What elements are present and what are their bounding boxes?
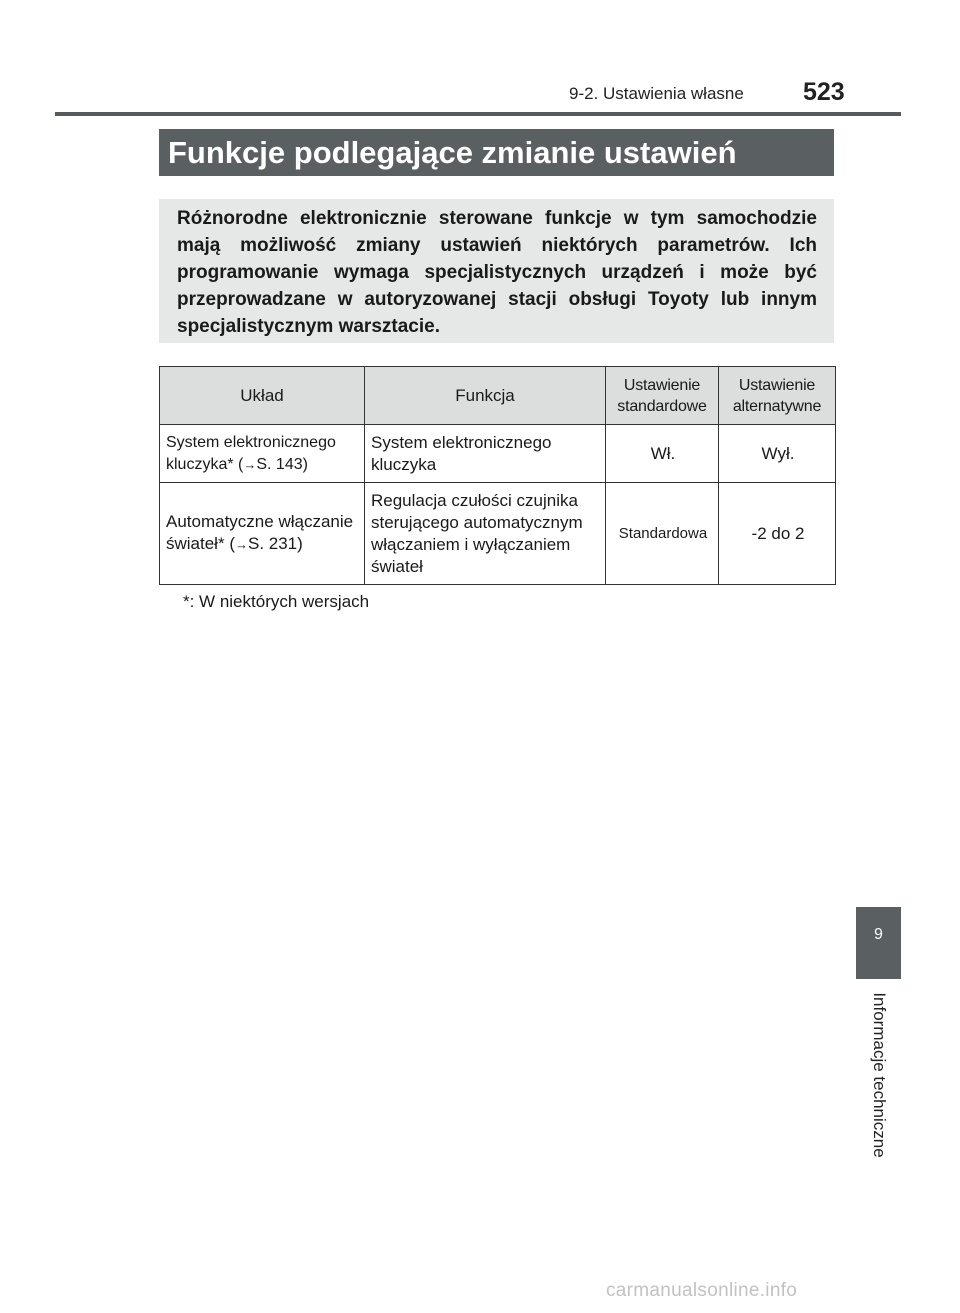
intro-box [159,199,834,343]
settings-table [159,366,836,585]
function-text: System elektronicznego kluczyka [371,432,552,474]
watermark: carmanualsonline.info [606,1280,798,1301]
page-title: Funkcje podlegające zmianie ustawień [159,129,834,176]
header-default [606,367,719,425]
cell-alternative [719,483,836,585]
alternative-value: Wył. [761,443,795,463]
system-name: Automatyczne włączanie świateł* [166,512,354,553]
page-number: 523 [803,78,845,106]
default-value: Wł. [650,443,676,463]
header-system [160,367,365,425]
footnote: *: W niektórych wersjach [183,592,370,611]
section-heading: 9-2. Ustawienia własne [569,84,744,103]
header-alternative [719,367,836,425]
chapter-tab[interactable] [856,907,901,979]
intro-text: Różnorodne elektronicznie sterowane funkcje w tym samochodzie mają możliwość zmiany ustawień niektórych parametrów. Ich programowanie wymaga specjalistycznych urządzeń i może być przeprowadzane w autoryzowanej stacji obsługi Toyoty lub innym specjalistycznym warsztacie. [177,208,817,337]
table-header-row [160,367,836,425]
cell-alternative [719,425,836,483]
page-reference[interactable]: S. 231 [247,534,298,553]
header-alternative-label: Ustawienie alternatywne [732,376,822,415]
cell-system: System elektronicznego kluczyka* (→S. 143) [160,425,365,483]
cell-default [606,425,719,483]
table-row [160,425,836,483]
header-function [365,367,606,425]
cell-function [365,483,606,585]
system-name: System elektronicznego kluczyka* [166,433,336,473]
default-value: Standardowa [618,524,708,542]
chapter-label: Informacje techniczne [870,992,889,1158]
chapter-number: 9 [874,926,883,943]
cell-system: Automatyczne włączanie świateł* (→S. 231) [160,483,365,585]
alternative-value: -2 do 2 [751,523,805,543]
function-text: Regulacja czułości czujnika sterującego automatycznym włączaniem i wyłączaniem świateł [371,490,583,576]
arrow-icon: → [243,456,257,472]
page-reference[interactable]: S. 143 [256,455,303,473]
arrow-icon: → [234,537,248,552]
header-system-label: Układ [240,386,284,405]
header-rule [55,112,901,116]
header-function-label: Funkcja [455,386,515,405]
header-default-label: Ustawienie standardowe [617,376,707,415]
cell-function [365,425,606,483]
table-row [160,483,836,585]
cell-default [606,483,719,585]
